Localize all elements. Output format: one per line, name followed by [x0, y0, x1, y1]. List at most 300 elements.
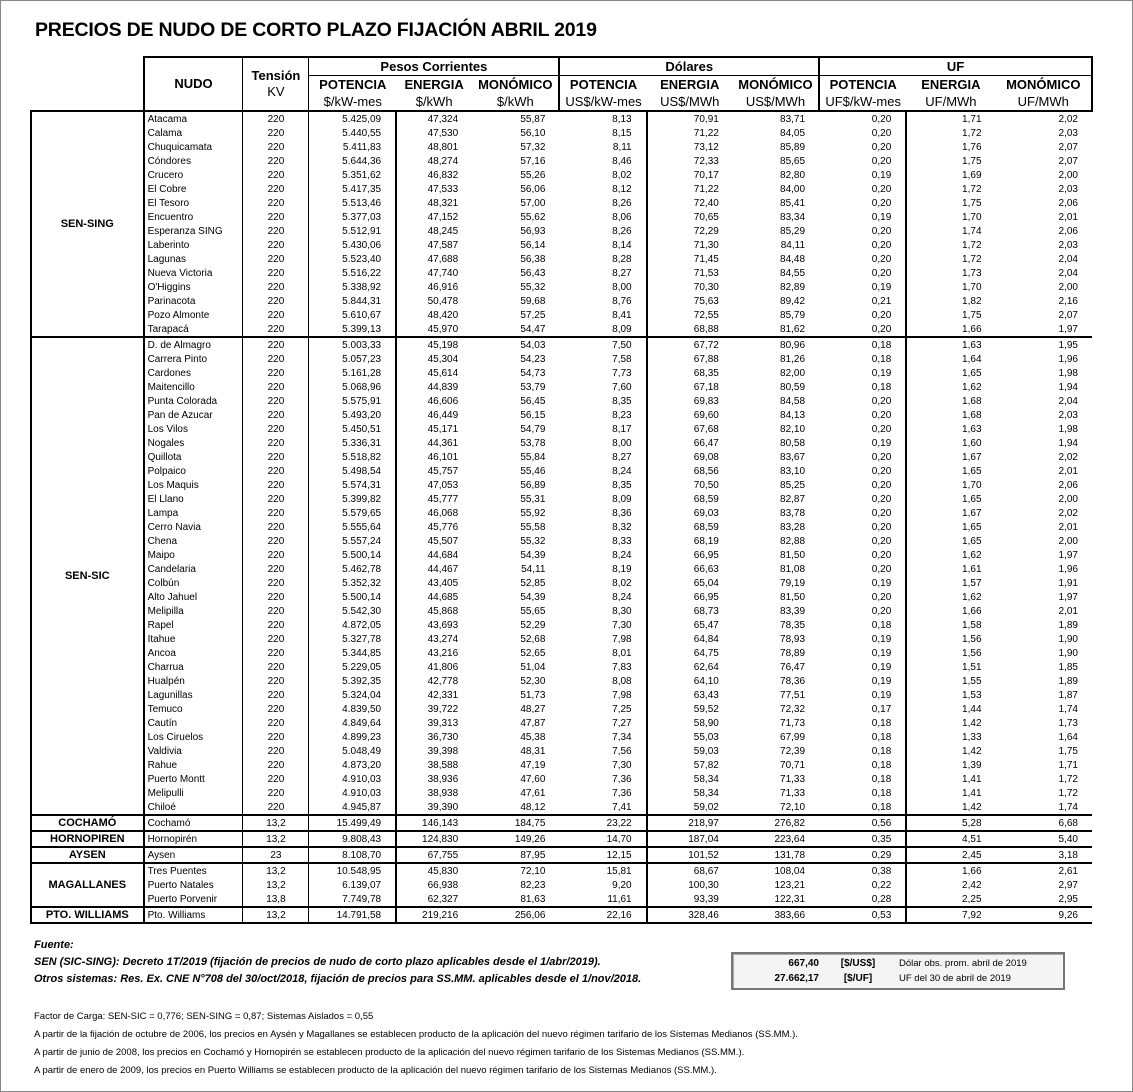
- table-row: [31, 688, 1092, 702]
- footnote: A partir de junio de 2008, los precios en Cochamó y Hornopirén se establecen producto de la aplicación del nuevo régimen tarifario de los Sistemas Medianos (SS.MM.).: [34, 1047, 745, 1058]
- price-value: 84,48: [780, 253, 806, 265]
- header-nudo: NUDO: [144, 57, 243, 111]
- node-name: Colbún: [144, 576, 243, 590]
- price-value: 1,97: [1058, 591, 1078, 603]
- price-value: 2,07: [1058, 309, 1078, 321]
- price-value: 8,36: [559, 506, 646, 520]
- price-value: 1,91: [1058, 577, 1078, 589]
- price-value: 64,84: [693, 633, 719, 645]
- tension-value: 220: [243, 238, 309, 252]
- price-value: 1,41: [962, 787, 982, 799]
- price-value: 0,20: [819, 266, 906, 280]
- price-value: 63,43: [693, 689, 719, 701]
- price-value: 38,936: [427, 773, 459, 785]
- tension-value: 220: [243, 688, 309, 702]
- price-value: 5.377,03: [309, 210, 396, 224]
- price-value: 1,42: [962, 717, 982, 729]
- node-name: Melipulli: [144, 786, 243, 800]
- price-value: 0,20: [819, 252, 906, 266]
- price-value: 0,19: [819, 366, 906, 380]
- price-value: 1,72: [1058, 787, 1078, 799]
- tension-value: 220: [243, 308, 309, 322]
- price-value: 53,78: [520, 437, 546, 449]
- column-header: POTENCIA: [829, 76, 897, 92]
- price-value: 2,95: [996, 892, 1092, 907]
- price-value: 72,40: [693, 197, 719, 209]
- price-value: 47,61: [520, 787, 546, 799]
- price-value: 108,04: [774, 865, 806, 877]
- price-value: 218,97: [647, 815, 733, 831]
- price-value: 9,20: [559, 878, 646, 892]
- tension-value: 220: [243, 548, 309, 562]
- price-value: 70,91: [693, 113, 719, 125]
- table-row: [31, 772, 1092, 786]
- price-value: 48,31: [520, 745, 546, 757]
- price-value: 2,07: [1058, 141, 1078, 153]
- price-value: 64,10: [693, 675, 719, 687]
- price-value: 1,67: [962, 507, 982, 519]
- tension-value: 220: [243, 140, 309, 154]
- price-value: 1,72: [962, 127, 982, 139]
- tension-value: 220: [243, 604, 309, 618]
- price-value: 47,530: [427, 127, 459, 139]
- price-value: 6.139,07: [309, 878, 396, 892]
- price-value: 55,58: [520, 521, 546, 533]
- price-value: 1,97: [1058, 549, 1078, 561]
- price-value: 67,72: [693, 339, 719, 351]
- price-value: 7,30: [559, 618, 646, 632]
- price-value: 1,70: [962, 479, 982, 491]
- tension-value: 13,2: [243, 878, 309, 892]
- price-value: 5.430,06: [309, 238, 396, 252]
- price-value: 83,39: [780, 605, 806, 617]
- column-unit: US$/MWh: [733, 93, 819, 111]
- table-row: [31, 352, 1092, 366]
- price-value: 2,06: [1058, 479, 1078, 491]
- price-value: 5.411,83: [309, 140, 396, 154]
- price-value: 70,50: [693, 479, 719, 491]
- price-value: 45,38: [520, 731, 546, 743]
- price-value: 82,80: [780, 169, 806, 181]
- price-value: 1,65: [962, 521, 982, 533]
- price-value: 5.557,24: [309, 534, 396, 548]
- price-value: 45,868: [427, 605, 459, 617]
- header-kv: KV: [267, 84, 285, 99]
- price-value: 1,68: [962, 395, 982, 407]
- price-value: 0,20: [819, 548, 906, 562]
- exchange-unit: [$/US$]: [840, 958, 876, 969]
- price-value: 8,24: [559, 464, 646, 478]
- price-value: 1,76: [962, 141, 982, 153]
- node-name: O'Higgins: [144, 280, 243, 294]
- table-row: [31, 450, 1092, 464]
- price-value: 71,22: [693, 183, 719, 195]
- price-value: 0,19: [819, 646, 906, 660]
- price-value: 7,98: [559, 632, 646, 646]
- price-value: 0,19: [819, 674, 906, 688]
- price-value: 84,58: [780, 395, 806, 407]
- table-row: [31, 907, 1092, 923]
- price-value: 0,20: [819, 422, 906, 436]
- price-value: 44,839: [427, 381, 459, 393]
- price-value: 85,79: [780, 309, 806, 321]
- price-value: 1,64: [1058, 731, 1078, 743]
- price-value: 38,938: [427, 787, 459, 799]
- price-value: 1,97: [996, 322, 1092, 337]
- table-row: [31, 380, 1092, 394]
- node-name: Hualpén: [144, 674, 243, 688]
- price-value: 184,75: [472, 815, 559, 831]
- price-value: 14,70: [559, 831, 646, 847]
- price-value: 7,41: [559, 800, 646, 815]
- tension-value: 220: [243, 758, 309, 772]
- system-label: HORNOPIREN: [31, 831, 144, 847]
- price-value: 23,22: [559, 815, 646, 831]
- price-value: 2,01: [1058, 465, 1078, 477]
- price-value: 0,21: [819, 294, 906, 308]
- price-value: 84,11: [780, 239, 806, 251]
- table-row: [31, 238, 1092, 252]
- price-value: 0,20: [819, 534, 906, 548]
- node-name: Ancoa: [144, 646, 243, 660]
- price-value: 122,31: [733, 892, 819, 907]
- price-value: 15.499,49: [309, 815, 396, 831]
- price-value: 1,66: [906, 322, 995, 337]
- price-value: 1,42: [962, 745, 982, 757]
- tension-value: 220: [243, 702, 309, 716]
- price-value: 1,57: [962, 577, 982, 589]
- tension-value: 220: [243, 506, 309, 520]
- price-value: 8,23: [559, 408, 646, 422]
- column-unit: UF/MWh: [996, 93, 1092, 111]
- price-value: 0,18: [819, 352, 906, 366]
- tension-value: 220: [243, 660, 309, 674]
- price-value: 47,533: [427, 183, 459, 195]
- price-value: 67,99: [780, 731, 806, 743]
- price-value: 68,35: [693, 367, 719, 379]
- price-value: 2,03: [1058, 409, 1078, 421]
- tension-value: 220: [243, 646, 309, 660]
- price-value: 80,58: [780, 437, 806, 449]
- price-value: 1,53: [962, 689, 982, 701]
- price-value: 0,18: [819, 744, 906, 758]
- price-value: 2,04: [1058, 395, 1078, 407]
- node-name: Los Vilos: [144, 422, 243, 436]
- table-row: [31, 140, 1092, 154]
- price-value: 46,832: [427, 169, 459, 181]
- price-value: 5,40: [996, 831, 1092, 847]
- price-value: 1,70: [962, 211, 982, 223]
- node-name: Puerto Natales: [144, 878, 243, 892]
- price-value: 8,28: [559, 252, 646, 266]
- tension-value: 220: [243, 280, 309, 294]
- price-value: 1,51: [962, 661, 982, 673]
- table-row: [31, 730, 1092, 744]
- price-value: 8,02: [559, 168, 646, 182]
- price-value: 8,14: [559, 238, 646, 252]
- price-value: 2,25: [906, 892, 995, 907]
- price-value: 0,18: [819, 337, 906, 352]
- system-label: MAGALLANES: [31, 863, 144, 907]
- price-value: 55,03: [693, 731, 719, 743]
- price-value: 55,46: [520, 465, 546, 477]
- price-value: 5.450,51: [309, 422, 396, 436]
- node-name: Chuquicamata: [144, 140, 243, 154]
- price-value: 66,938: [427, 879, 459, 891]
- price-value: 82,89: [780, 281, 806, 293]
- tension-value: 220: [243, 394, 309, 408]
- price-value: 55,26: [520, 169, 546, 181]
- price-value: 2,03: [1058, 127, 1078, 139]
- price-value: 89,42: [780, 295, 806, 307]
- price-value: 123,21: [774, 879, 806, 891]
- price-value: 7,92: [906, 907, 995, 923]
- price-value: 1,65: [962, 493, 982, 505]
- column-header: POTENCIA: [319, 76, 387, 92]
- tension-value: 220: [243, 196, 309, 210]
- price-value: 1,63: [962, 339, 982, 351]
- price-value: 9,26: [996, 907, 1092, 923]
- exchange-desc: UF del 30 de abril de 2019: [899, 973, 1011, 984]
- node-name: Polpaico: [144, 464, 243, 478]
- price-value: 54,39: [520, 591, 546, 603]
- price-value: 58,34: [693, 787, 719, 799]
- price-value: 2,00: [1058, 493, 1078, 505]
- price-value: 0,19: [819, 210, 906, 224]
- price-value: 84,13: [780, 409, 806, 421]
- exchange-row-usd: [737, 956, 1059, 971]
- price-value: 8,00: [559, 280, 646, 294]
- price-value: 68,67: [693, 865, 719, 877]
- node-name: El Tesoro: [144, 196, 243, 210]
- price-value: 55,92: [520, 507, 546, 519]
- tension-value: 220: [243, 450, 309, 464]
- price-value: 0,20: [819, 322, 906, 337]
- page-title: PRECIOS DE NUDO DE CORTO PLAZO FIJACIÓN ABRIL 2019: [35, 19, 597, 41]
- node-name: Puerto Porvenir: [144, 892, 243, 907]
- price-value: 5.523,40: [309, 252, 396, 266]
- price-value: 8,15: [559, 126, 646, 140]
- node-name: Punta Colorada: [144, 394, 243, 408]
- table-row: [31, 182, 1092, 196]
- table-row: [31, 831, 1092, 847]
- table-row: [31, 308, 1092, 322]
- price-value: 7.749,78: [309, 892, 396, 907]
- price-value: 0,18: [819, 772, 906, 786]
- price-value: 5.425,09: [309, 111, 396, 126]
- tension-value: 13,2: [243, 907, 309, 923]
- column-unit: $/kWh: [472, 93, 559, 111]
- price-value: 0,20: [819, 238, 906, 252]
- price-value: 2,03: [1058, 239, 1078, 251]
- price-value: 7,58: [559, 352, 646, 366]
- price-value: 0,20: [819, 408, 906, 422]
- price-value: 8,26: [559, 196, 646, 210]
- price-value: 0,19: [819, 576, 906, 590]
- price-value: 1,74: [962, 225, 982, 237]
- node-name: Lampa: [144, 506, 243, 520]
- node-name: Cóndores: [144, 154, 243, 168]
- price-value: 0,20: [819, 506, 906, 520]
- price-value: 187,04: [647, 831, 733, 847]
- price-value: 1,66: [962, 605, 982, 617]
- price-value: 43,274: [427, 633, 459, 645]
- price-value: 5.644,36: [309, 154, 396, 168]
- table-row: [31, 534, 1092, 548]
- price-value: 67,755: [396, 847, 472, 863]
- group-dolares: Dólares: [559, 57, 819, 76]
- node-name: Quillota: [144, 450, 243, 464]
- node-name: Parinacota: [144, 294, 243, 308]
- price-value: 82,00: [780, 367, 806, 379]
- price-value: 69,83: [693, 395, 719, 407]
- system-label: SEN-SIC: [31, 337, 144, 815]
- price-value: 47,152: [427, 211, 459, 223]
- price-value: 276,82: [733, 815, 819, 831]
- price-value: 1,63: [962, 423, 982, 435]
- node-name: Melipilla: [144, 604, 243, 618]
- price-value: 45,171: [427, 423, 459, 435]
- price-value: 2,06: [1058, 197, 1078, 209]
- price-value: 70,65: [693, 211, 719, 223]
- footnote: A partir de enero de 2009, los precios en Puerto Williams se establecen producto de la aplicación del nuevo régimen tarifario de los Sistemas Medianos (SS.MM.).: [34, 1065, 717, 1076]
- price-value: 5.462,78: [309, 562, 396, 576]
- price-value: 7,73: [559, 366, 646, 380]
- column-header: POTENCIA: [569, 76, 638, 92]
- price-value: 0,20: [819, 182, 906, 196]
- price-value: 59,68: [520, 295, 546, 307]
- table-row: [31, 576, 1092, 590]
- price-value: 68,56: [693, 465, 719, 477]
- price-value: 5.324,04: [309, 688, 396, 702]
- table-row: [31, 337, 1092, 352]
- price-value: 101,52: [647, 847, 733, 863]
- price-value: 7,34: [559, 730, 646, 744]
- column-header: MONÓMICO: [733, 76, 819, 94]
- price-value: 7,98: [559, 688, 646, 702]
- price-value: 2,02: [1058, 507, 1078, 519]
- price-value: 46,068: [427, 507, 459, 519]
- price-value: 149,26: [472, 831, 559, 847]
- price-value: 1,56: [962, 647, 982, 659]
- price-value: 57,82: [693, 759, 719, 771]
- tension-value: 13,2: [243, 831, 309, 847]
- price-value: 0,18: [819, 730, 906, 744]
- price-value: 1,90: [1058, 633, 1078, 645]
- price-value: 1,74: [1058, 703, 1078, 715]
- price-value: 1,75: [962, 155, 982, 167]
- price-value: 56,14: [520, 239, 546, 251]
- price-value: 85,29: [780, 225, 806, 237]
- price-value: 5.399,82: [309, 492, 396, 506]
- price-value: 5.399,13: [309, 322, 396, 337]
- table-row: [31, 252, 1092, 266]
- price-value: 4.899,23: [309, 730, 396, 744]
- price-value: 58,34: [693, 773, 719, 785]
- price-value: 8,12: [559, 182, 646, 196]
- price-value: 8,35: [559, 478, 646, 492]
- price-value: 1,82: [962, 295, 982, 307]
- price-value: 1,33: [962, 731, 982, 743]
- price-value: 1,85: [1058, 661, 1078, 673]
- tension-value: 220: [243, 576, 309, 590]
- tension-value: 220: [243, 224, 309, 238]
- price-value: 55,87: [520, 113, 546, 125]
- price-value: 8,27: [559, 266, 646, 280]
- price-value: 4,51: [906, 831, 995, 847]
- price-value: 1,67: [962, 451, 982, 463]
- price-value: 1,94: [1058, 381, 1078, 393]
- tension-value: 220: [243, 182, 309, 196]
- node-name: Temuco: [144, 702, 243, 716]
- price-value: 223,64: [733, 831, 819, 847]
- price-value: 45,830: [427, 865, 459, 877]
- price-value: 81,50: [780, 591, 806, 603]
- price-value: 56,43: [520, 267, 546, 279]
- price-value: 1,72: [962, 253, 982, 265]
- table-row: [31, 436, 1092, 450]
- price-value: 72,32: [780, 703, 806, 715]
- price-value: 5.003,33: [309, 337, 396, 352]
- price-value: 8,00: [559, 436, 646, 450]
- price-value: 68,59: [693, 493, 719, 505]
- table-row: [31, 154, 1092, 168]
- price-value: 8,27: [559, 450, 646, 464]
- price-value: 41,806: [427, 661, 459, 673]
- column-header: MONÓMICO: [996, 76, 1092, 94]
- exchange-row-uf: [737, 971, 1059, 986]
- price-value: 3,18: [996, 847, 1092, 863]
- price-value: 52,29: [520, 619, 546, 631]
- price-value: 5.493,20: [309, 408, 396, 422]
- tension-value: 220: [243, 800, 309, 815]
- tension-value: 220: [243, 294, 309, 308]
- price-value: 8,41: [559, 308, 646, 322]
- column-header: ENERGIA: [921, 76, 981, 92]
- column-unit: US$/kW-mes: [559, 93, 646, 111]
- price-value: 1,39: [962, 759, 982, 771]
- price-value: 51,73: [520, 689, 546, 701]
- price-value: 71,53: [693, 267, 719, 279]
- price-value: 0,19: [819, 168, 906, 182]
- price-value: 59,03: [693, 745, 719, 757]
- price-value: 80,59: [780, 381, 806, 393]
- price-value: 85,65: [780, 155, 806, 167]
- price-value: 1,89: [1058, 675, 1078, 687]
- price-value: 55,84: [520, 451, 546, 463]
- price-value: 72,10: [520, 865, 546, 877]
- table-row: [31, 224, 1092, 238]
- table-row: [31, 168, 1092, 182]
- price-value: 2,97: [1058, 879, 1078, 891]
- price-value: 45,757: [427, 465, 459, 477]
- table-row: [31, 815, 1092, 831]
- price-value: 65,04: [693, 577, 719, 589]
- node-name: Tres Puentes: [144, 863, 243, 878]
- price-value: 5.512,91: [309, 224, 396, 238]
- price-value: 0,20: [819, 154, 906, 168]
- price-value: 0,20: [819, 126, 906, 140]
- price-value: 256,06: [472, 907, 559, 923]
- node-name: Itahue: [144, 632, 243, 646]
- tension-value: 220: [243, 674, 309, 688]
- price-value: 1,60: [962, 437, 982, 449]
- price-value: 1,95: [1058, 339, 1078, 351]
- price-value: 55,65: [520, 605, 546, 617]
- tension-value: 220: [243, 562, 309, 576]
- node-name: Lagunillas: [144, 688, 243, 702]
- price-value: 2,61: [1058, 865, 1078, 877]
